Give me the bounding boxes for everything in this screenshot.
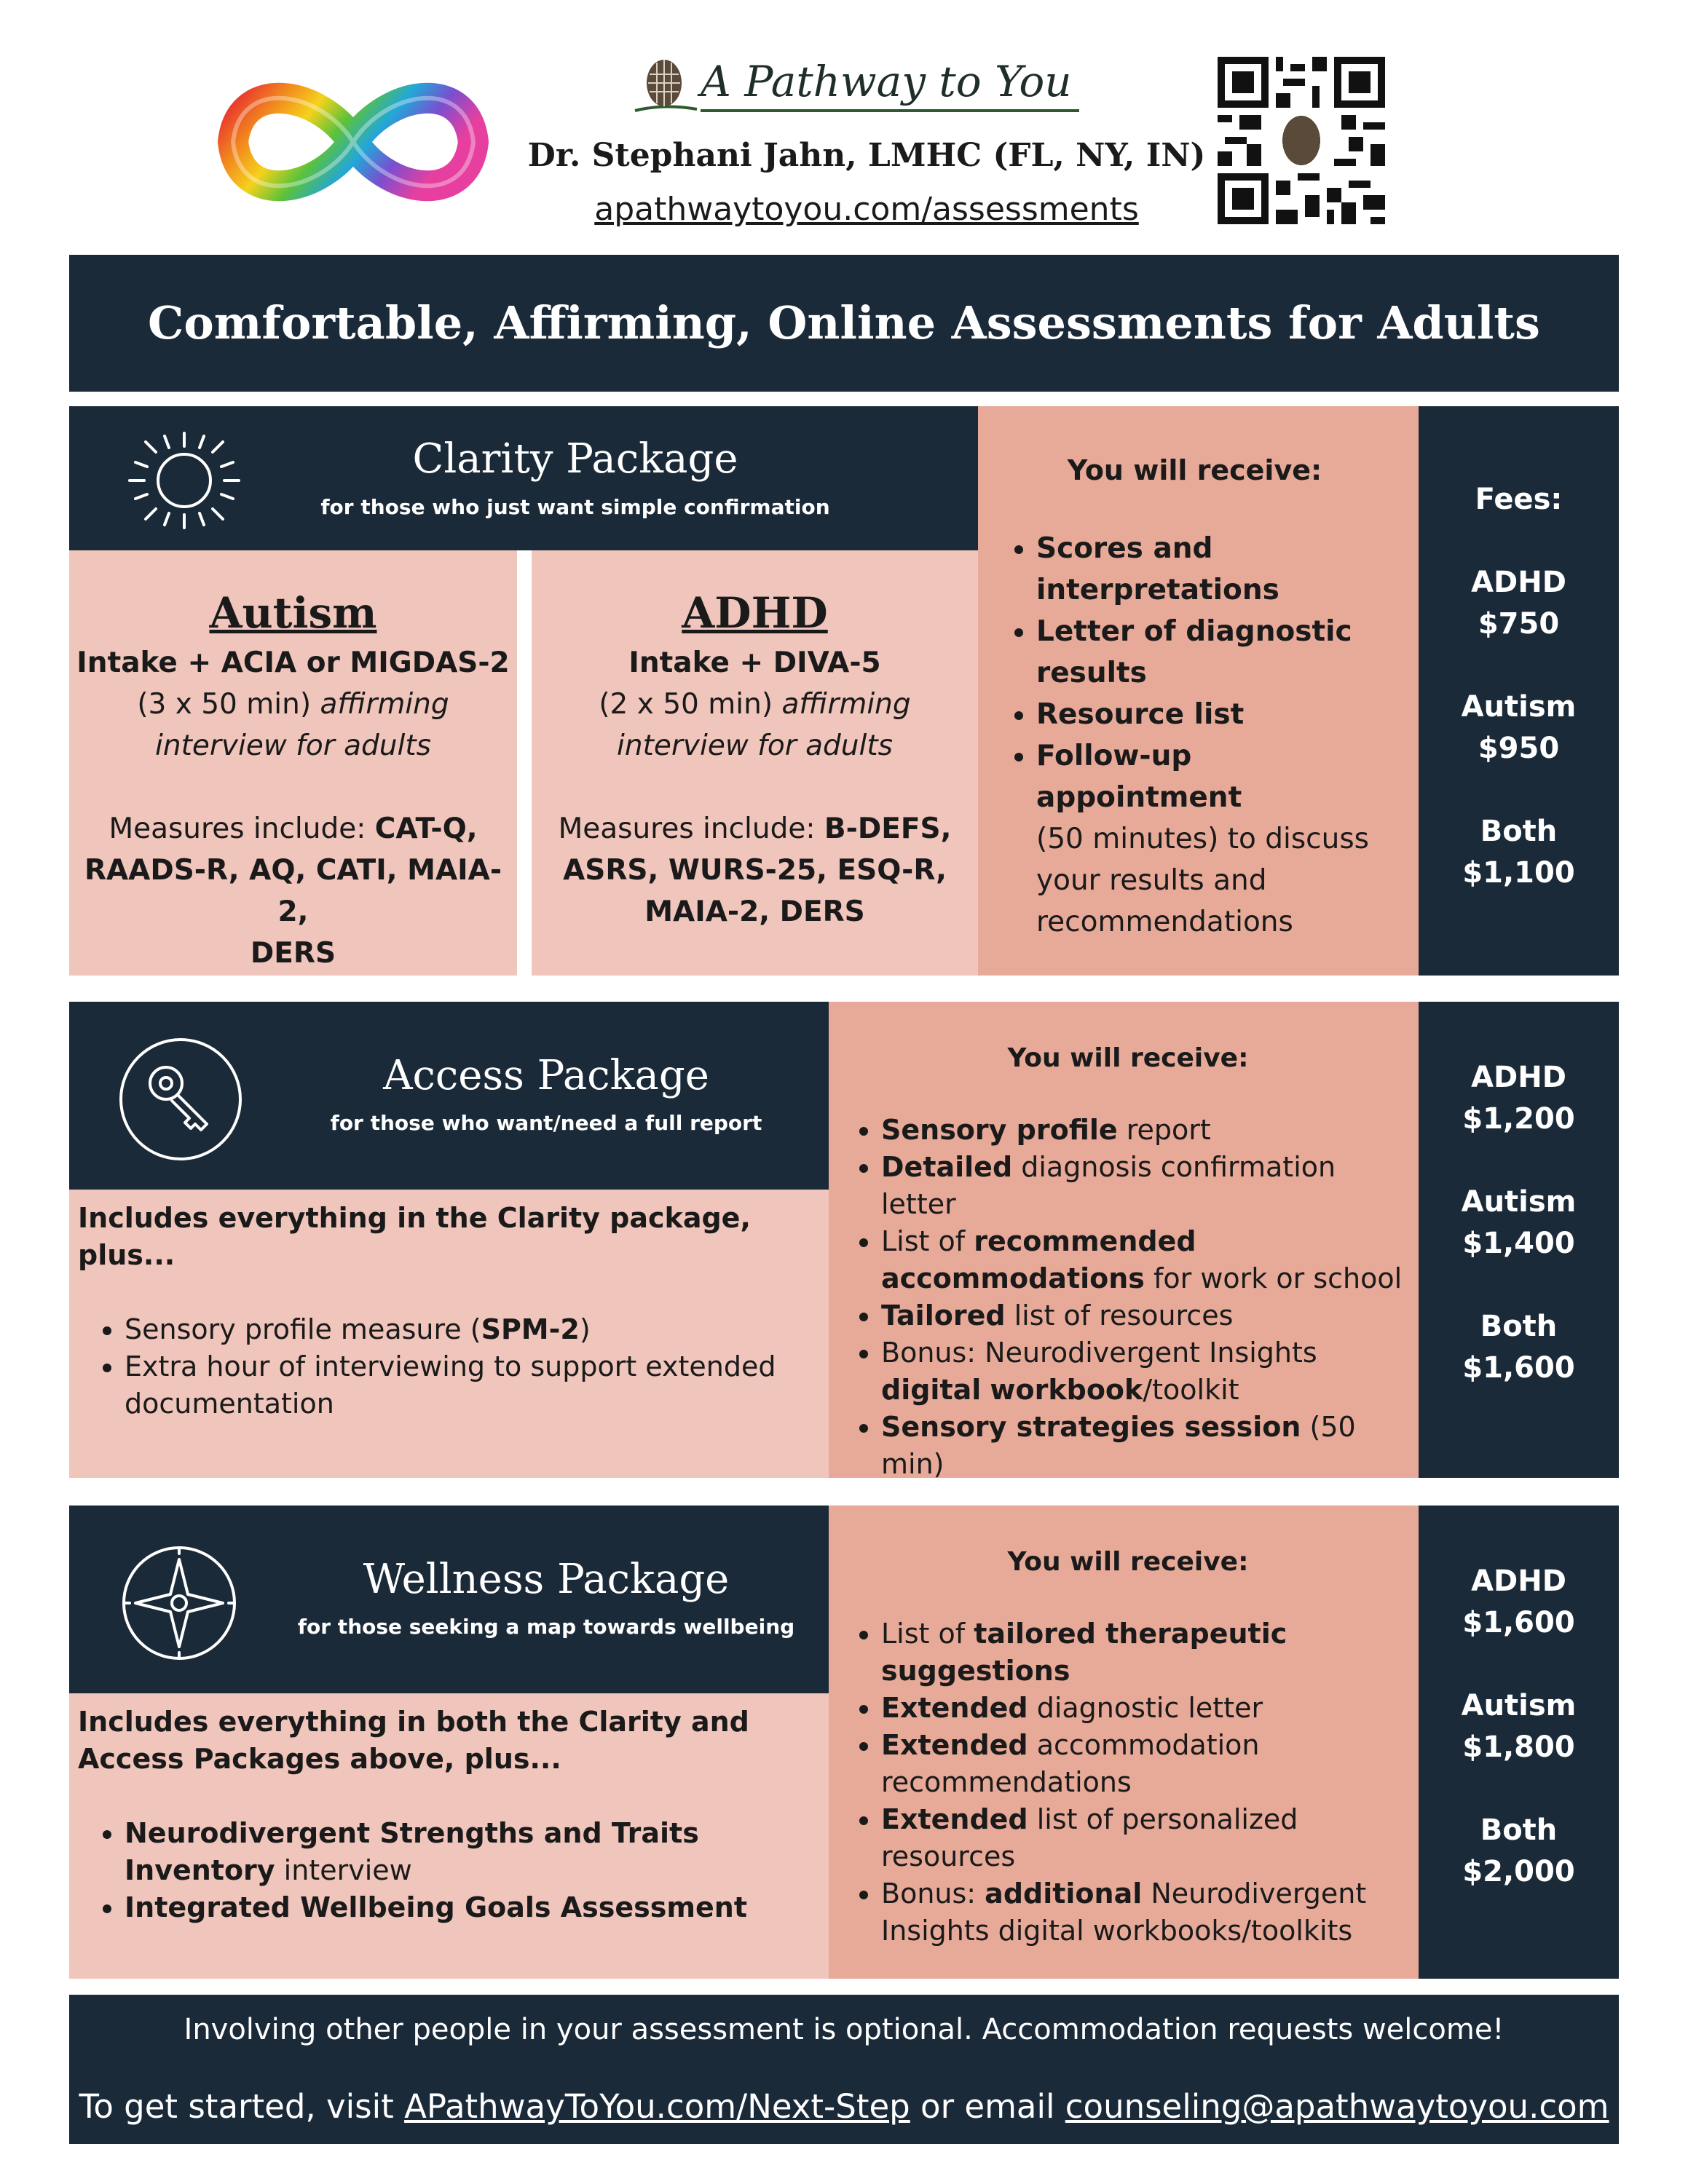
- autism-interview: interview for adults: [155, 729, 431, 762]
- fee-price: $1,600: [1462, 1606, 1575, 1639]
- doctor-name: Dr. Stephani Jahn, LMHC (FL, NY, IN): [527, 137, 1206, 174]
- list-item: • Tailored list of resources: [881, 1297, 1413, 1334]
- list-item: • Integrated Wellbeing Goals Assessment: [125, 1889, 800, 1926]
- adhd-measures: Measures include: B-DEFS, ASRS, WURS-25, ESQ-R, MAIA-2, DERS: [558, 812, 952, 928]
- fee-label: Both: [1480, 815, 1558, 848]
- footer-note: Involving other people in your assessment is optional. Accommodation requests welcome!: [184, 2013, 1504, 2046]
- wellness-title: Wellness Package: [363, 1556, 730, 1603]
- fee-label: Both: [1480, 1310, 1558, 1343]
- infinity-logo-icon: [211, 69, 495, 215]
- list-item: • Extended diagnostic letter: [881, 1690, 1413, 1727]
- clarity-title: Clarity Package: [412, 435, 738, 483]
- adhd-intake: Intake + DIVA-5: [628, 646, 881, 679]
- fee-label: Autism: [1461, 1185, 1577, 1219]
- autism-intake: Intake + ACIA or MIGDAS-2: [76, 646, 510, 679]
- wellness-includes-panel: [69, 1693, 829, 1979]
- list-item: • Sensory strategies session (50 min): [881, 1409, 1413, 1483]
- key-icon: [115, 1034, 246, 1165]
- sun-icon: [122, 426, 246, 535]
- fee-price: $1,800: [1462, 1730, 1575, 1764]
- access-subtitle: for those who want/need a full report: [330, 1111, 762, 1135]
- list-item: • List of recommended accommodations for work or school: [881, 1223, 1413, 1297]
- list-item: • Neurodivergent Strengths and Traits Inventory interview: [125, 1815, 800, 1889]
- wellness-includes-text: Includes everything in both the Clarity and Access Packages above, plus...: [78, 1706, 749, 1775]
- script-underline: [701, 109, 1079, 112]
- banner-title: Comfortable, Affirming, Online Assessments for Adults: [148, 296, 1540, 349]
- wellness-receive-panel: [829, 1506, 1419, 1979]
- autism-measures: Measures include: CAT-Q, RAADS-R, AQ, CATI, MAIA-2, DERS: [84, 812, 502, 970]
- list-item: • Resource list: [1036, 694, 1397, 735]
- fee-label: ADHD: [1471, 566, 1566, 599]
- wellness-receive-list: [843, 1615, 1413, 1950]
- brand-script: A Pathway to You: [701, 57, 1072, 106]
- fee-price: $1,200: [1462, 1102, 1575, 1136]
- list-item: • Sensory profile measure (SPM-2): [125, 1311, 814, 1348]
- fee-label: Autism: [1461, 690, 1577, 724]
- access-includes-list: [78, 1311, 814, 1423]
- access-includes-text: Includes everything in the Clarity package, plus...: [78, 1202, 751, 1271]
- list-item: • Detailed diagnosis confirmation letter: [881, 1149, 1413, 1223]
- clarity-fees-panel: [1419, 406, 1619, 976]
- access-receive-list: [843, 1112, 1413, 1483]
- fee-label: Both: [1480, 1813, 1558, 1847]
- fee-price: $750: [1478, 607, 1560, 641]
- email-link[interactable]: counseling@apathwaytoyou.com: [1065, 2087, 1609, 2126]
- banner: [69, 255, 1619, 392]
- pinecone-icon: [628, 52, 701, 118]
- list-item: • Bonus: Neurodivergent Insights digital workbook/toolkit: [881, 1334, 1413, 1409]
- fee-price: $1,400: [1462, 1227, 1575, 1260]
- fee-price: $1,100: [1462, 856, 1575, 890]
- clarity-autism-card: [69, 550, 517, 976]
- wellness-subtitle: for those seeking a map towards wellbeing: [297, 1615, 795, 1639]
- list-item: • Letter of diagnostic results: [1036, 611, 1397, 694]
- list-item: • Extended list of personalized resources: [881, 1801, 1413, 1875]
- wellness-receive-heading: You will receive:: [1007, 1547, 1249, 1577]
- list-item: • Extended accommodation recommendations: [881, 1727, 1413, 1801]
- adhd-heading: ADHD: [682, 588, 828, 638]
- clarity-receive-panel: [978, 406, 1419, 976]
- wellness-includes-list: [78, 1815, 800, 1926]
- footer: [69, 1995, 1619, 2144]
- adhd-interview: interview for adults: [617, 729, 893, 762]
- autism-heading: Autism: [209, 588, 377, 638]
- access-receive-panel: [829, 1002, 1419, 1478]
- header-url-link[interactable]: apathwaytoyou.com/assessments: [594, 191, 1139, 228]
- access-title: Access Package: [383, 1052, 709, 1099]
- clarity-adhd-card: [532, 550, 978, 976]
- access-fees-panel: [1419, 1002, 1619, 1478]
- clarity-receive-heading: You will receive:: [1067, 454, 1322, 486]
- fee-price: $950: [1478, 732, 1560, 765]
- list-item: • Scores and interpretations: [1036, 528, 1397, 611]
- next-step-link[interactable]: APathwayToYou.com/Next-Step: [404, 2087, 910, 2126]
- adhd-duration: (2 x 50 min) affirming: [599, 688, 911, 721]
- list-item: • Bonus: additional Neurodivergent Insights digital workbooks/toolkits: [881, 1875, 1413, 1950]
- fee-label: ADHD: [1471, 1061, 1566, 1094]
- list-item: • Sensory profile report: [881, 1112, 1413, 1149]
- qr-code-icon[interactable]: [1218, 57, 1385, 224]
- access-includes-panel: [69, 1190, 829, 1478]
- footer-cta: To get started, visit APathwayToYou.com/Next-Step or email counseling@apathwaytoyou.com: [79, 2087, 1609, 2126]
- wellness-fees-panel: [1419, 1506, 1619, 1979]
- fee-price: $1,600: [1462, 1351, 1575, 1385]
- list-item: • Extra hour of interviewing to support extended documentation: [125, 1348, 814, 1423]
- clarity-subtitle: for those who just want simple confirmation: [320, 495, 830, 519]
- fee-label: Autism: [1461, 1689, 1577, 1722]
- compass-icon: [118, 1542, 240, 1664]
- clarity-receive-list: [993, 528, 1397, 943]
- fee-price: $2,000: [1462, 1855, 1575, 1888]
- fee-label: ADHD: [1471, 1564, 1566, 1598]
- list-item: • Follow-up appointment (50 minutes) to discuss your results and recommendations: [1036, 735, 1397, 943]
- list-item: • List of tailored therapeutic suggestions: [881, 1615, 1413, 1690]
- fees-heading: Fees:: [1475, 483, 1563, 516]
- autism-duration: (3 x 50 min) affirming: [137, 688, 449, 721]
- access-receive-heading: You will receive:: [1007, 1043, 1249, 1073]
